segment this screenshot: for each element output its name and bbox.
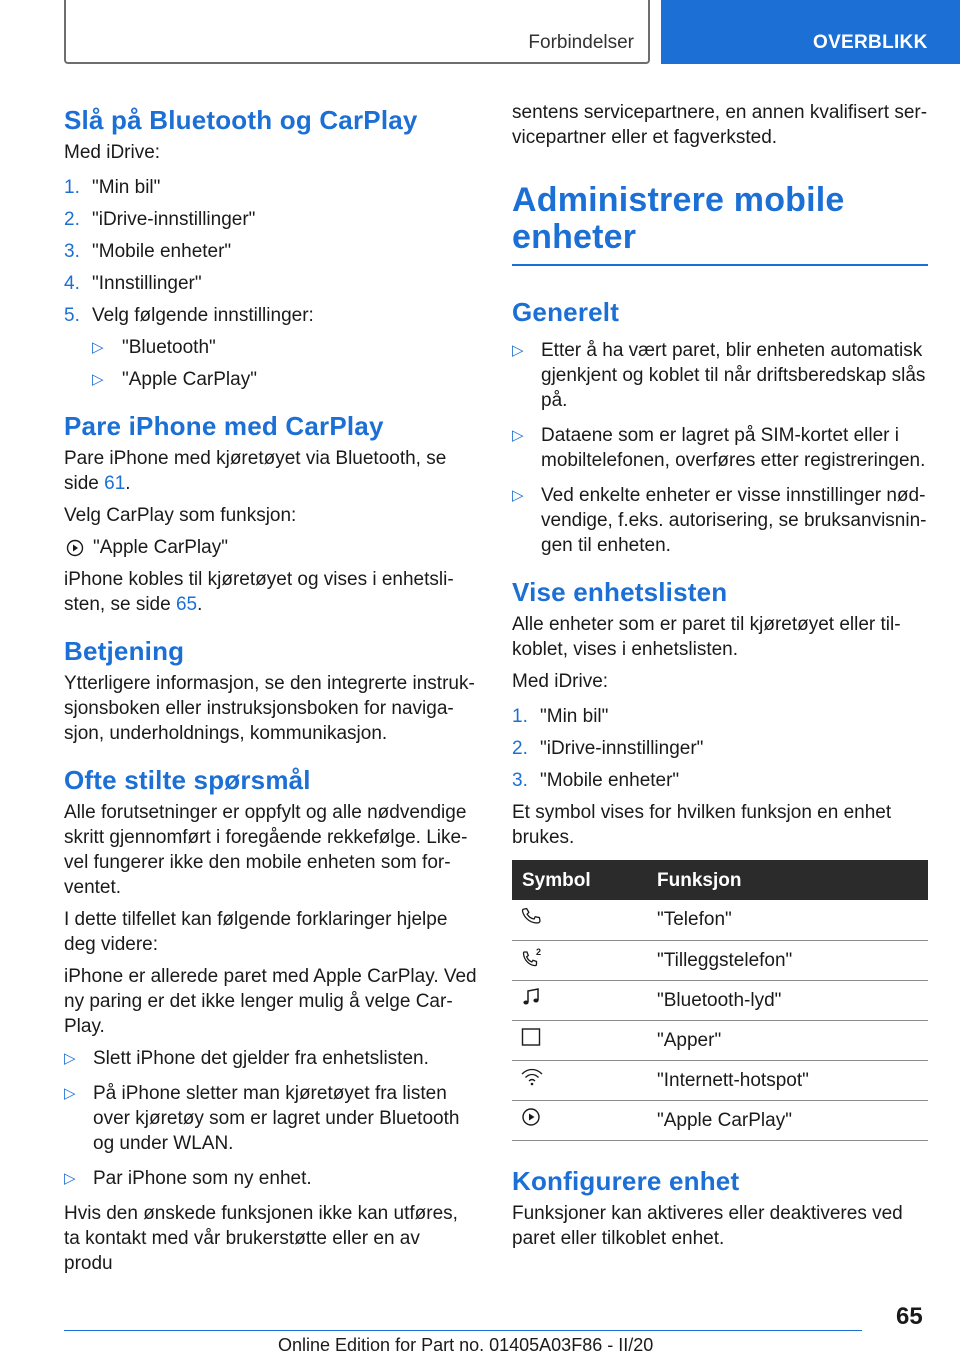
left-column xyxy=(64,100,478,1283)
paragraph: sentens servicepartnere, en annen kvalifisert servicepartner eller et fagverksted. xyxy=(512,102,928,148)
section-title-faq: Ofte stilte spørsmål xyxy=(64,765,311,795)
list-item xyxy=(64,367,478,392)
paragraph: iPhone kobles til kjøretøyet og vises i enhetslisten, se side 65. xyxy=(64,569,454,615)
step-text: "iDrive-innstillinger" xyxy=(92,209,256,230)
paragraph: iPhone er allerede paret med Apple CarPlay. Ved ny paring er det ikke lenger mulig å velge CarPlay. xyxy=(64,966,477,1037)
step-number: 3. xyxy=(512,770,528,791)
table-row xyxy=(512,940,928,980)
list-item xyxy=(512,768,928,793)
section-title-device-list: Vise enhetslisten xyxy=(512,577,728,607)
list-item xyxy=(512,704,928,729)
step-text: "Innstillinger" xyxy=(92,273,202,294)
paragraph: Alle forutsetninger er oppfylt og alle nødvendige skritt gjennomført i foregående rekkefølge. Likevel fungerer ikke den mobile enheten som forventet. xyxy=(64,802,468,898)
list-item: ▷ Slett iPhone det gjelder fra enhetslisten. xyxy=(64,1048,429,1069)
footer-edition: Online Edition for Part no. 01405A03F86 - II/20 xyxy=(278,1335,654,1355)
list-item xyxy=(512,736,928,761)
apps-square-icon xyxy=(520,1026,542,1048)
table-row xyxy=(512,1100,928,1140)
step-number: 2. xyxy=(64,209,80,230)
function-text: "Tilleggstelefon" xyxy=(647,940,928,980)
page-link[interactable]: 61 xyxy=(104,473,126,494)
step-number: 4. xyxy=(64,273,80,294)
table-header-row xyxy=(512,860,928,900)
column-header-symbol: Symbol xyxy=(512,860,647,900)
step-number: 1. xyxy=(512,706,528,727)
list-item: ▷ Etter å ha vært paret, blir enheten automatisk gjenkjent og koblet til når driftsberedskap slås på. xyxy=(512,340,926,411)
step-number: 5. xyxy=(64,305,80,326)
section-title-pair-iphone: Pare iPhone med CarPlay xyxy=(64,411,384,441)
list-item xyxy=(64,271,478,296)
paragraph: Ytterligere informasjon, se den integrerte instruksjonsboken eller instruksjonsboken for navigasjon, underholdnings, kommunikasjon. xyxy=(64,673,475,744)
paragraph: Pare iPhone med kjøretøyet via Bluetooth, se side 61. xyxy=(64,448,447,494)
table-row xyxy=(512,1060,928,1100)
step-number: 1. xyxy=(64,177,80,198)
table-row xyxy=(512,900,928,940)
paragraph: Funksjoner kan aktiveres eller deaktiveres ved paret eller tilkoblet enhet. xyxy=(512,1202,903,1249)
triangle-bullet-icon: ▷ xyxy=(64,1170,76,1187)
step-list xyxy=(512,704,928,793)
step-text: "Mobile enheter" xyxy=(540,770,680,791)
step-list xyxy=(64,175,478,392)
sub-item-text: "Apple CarPlay" xyxy=(122,369,257,390)
triangle-bullet-icon: ▷ xyxy=(64,1085,76,1102)
section-title-configure-device: Konfigurere enhet xyxy=(512,1165,740,1196)
carplay-option-text: "Apple CarPlay" xyxy=(93,537,228,558)
list-item: ▷ Par iPhone som ny enhet. xyxy=(64,1168,312,1189)
step-text: Velg følgende innstillinger: xyxy=(92,305,314,326)
bullet-list xyxy=(64,1046,478,1191)
phone-icon xyxy=(520,905,542,927)
section-title-general: Generelt xyxy=(512,297,620,327)
symbol-table xyxy=(512,860,928,1141)
list-item: ▷ På iPhone sletter man kjøretøyet fra listen over kjøretøy som er lagret under Bluetooth og under WLAN. xyxy=(64,1083,460,1154)
page-number: 65 xyxy=(896,1303,923,1330)
section-title-operation: Betjening xyxy=(64,636,185,666)
function-text: "Apper" xyxy=(647,1020,928,1060)
step-number: 2. xyxy=(512,738,528,759)
chapter-title: Administrere mobile enheter xyxy=(512,182,928,266)
list-item xyxy=(64,239,478,264)
second-phone-icon xyxy=(520,946,544,968)
function-text: "Bluetooth-lyd" xyxy=(647,980,928,1020)
list-item xyxy=(64,207,478,232)
list-item xyxy=(64,175,478,200)
paragraph: Velg CarPlay som funksjon: xyxy=(64,505,297,526)
triangle-bullet-icon: ▷ xyxy=(64,1050,76,1067)
triangle-bullet-icon: ▷ xyxy=(512,342,524,359)
paragraph: Med iDrive: xyxy=(64,142,161,163)
step-text: "Min bil" xyxy=(540,706,609,727)
svg-text:2: 2 xyxy=(536,946,542,957)
section-title-bluetooth-carplay: Slå på Bluetooth og CarPlay xyxy=(64,105,418,135)
paragraph: Med iDrive: xyxy=(512,671,609,692)
column-header-function: Funksjon xyxy=(647,860,928,900)
footer-divider xyxy=(64,1330,862,1331)
music-note-icon xyxy=(520,986,542,1008)
overview-tab[interactable]: OVERBLIKK xyxy=(661,0,960,64)
triangle-bullet-icon: ▷ xyxy=(512,487,524,504)
list-item: ▷ Dataene som er lagret på SIM-kortet eller i mobiltelefonen, overføres etter registreringen. xyxy=(512,425,926,471)
wifi-hotspot-icon xyxy=(520,1066,544,1088)
paragraph: Alle enheter som er paret til kjøretøyet eller tilkoblet, vises i enhetslisten. xyxy=(512,614,901,660)
carplay-icon xyxy=(66,539,84,557)
list-item xyxy=(64,303,478,392)
step-text: "Mobile enheter" xyxy=(92,241,232,262)
function-text: "Apple CarPlay" xyxy=(647,1100,928,1140)
table-row xyxy=(512,980,928,1020)
paragraph: I dette tilfellet kan følgende forklaringer hjelpe deg videre: xyxy=(64,909,448,955)
triangle-bullet-icon: ▷ xyxy=(512,427,524,444)
paragraph: Hvis den ønskede funksjonen ikke kan utføres, ta kontakt med vår brukerstøtte eller en av produ xyxy=(64,1203,458,1274)
sub-list xyxy=(64,335,478,392)
section-tab[interactable]: Forbindelser xyxy=(528,32,634,53)
step-text: "iDrive-innstillinger" xyxy=(540,738,704,759)
triangle-bullet-icon: ▷ xyxy=(92,371,104,388)
step-number: 3. xyxy=(64,241,80,262)
sub-item-text: "Bluetooth" xyxy=(122,337,216,358)
bullet-list xyxy=(512,338,928,558)
paragraph: Et symbol vises for hvilken funksjon en enhet brukes. xyxy=(512,802,892,848)
list-item xyxy=(64,335,478,360)
page-link[interactable]: 65 xyxy=(175,594,198,615)
header-frame xyxy=(64,0,650,64)
table-row xyxy=(512,1020,928,1060)
carplay-icon xyxy=(520,1106,542,1128)
function-text: "Internett-hotspot" xyxy=(647,1060,928,1100)
list-item: ▷ Ved enkelte enheter er visse innstillinger nødvendige, f.eks. autorisering, se bruksanvisningen til enheten. xyxy=(512,485,927,556)
function-text: "Telefon" xyxy=(647,900,928,940)
triangle-bullet-icon: ▷ xyxy=(92,339,104,356)
step-text: "Min bil" xyxy=(92,177,161,198)
right-column xyxy=(512,100,928,1258)
carplay-option xyxy=(64,535,478,560)
